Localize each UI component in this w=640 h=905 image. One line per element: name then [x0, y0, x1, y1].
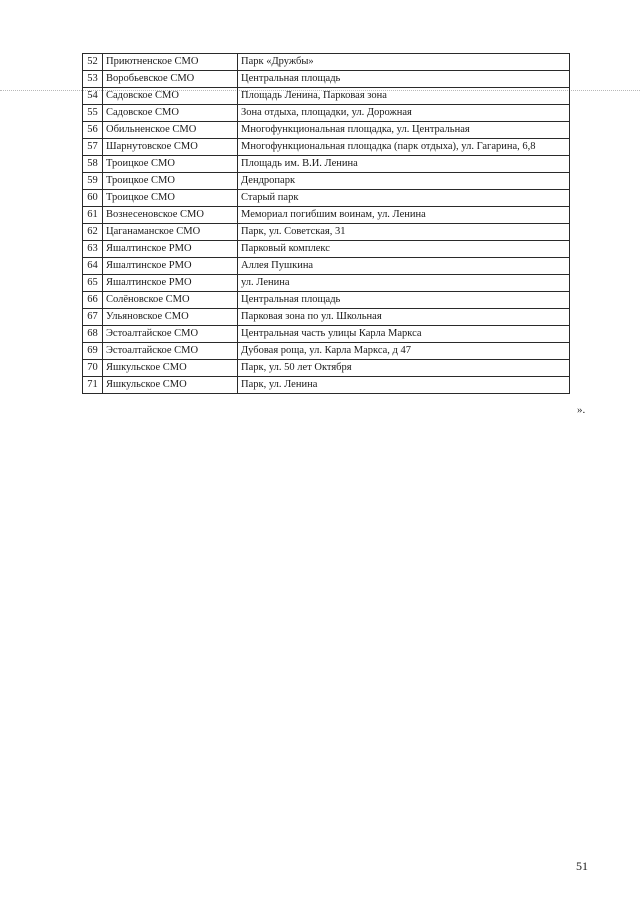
- row-organization: Садовское СМО: [103, 88, 238, 105]
- table-row: [83, 326, 570, 343]
- row-number: 68: [83, 326, 103, 343]
- table-row: [83, 173, 570, 190]
- table-row: [83, 343, 570, 360]
- row-number: 63: [83, 241, 103, 258]
- row-organization: Троицкое СМО: [103, 190, 238, 207]
- row-location: Центральная площадь: [238, 292, 570, 309]
- table-row: [83, 275, 570, 292]
- row-location: Парк, ул. Советская, 31: [238, 224, 570, 241]
- row-organization: Шарнутовское СМО: [103, 139, 238, 156]
- row-location: ул. Ленина: [238, 275, 570, 292]
- row-location: Многофункциональная площадка, ул. Центральная: [238, 122, 570, 139]
- table-row: [83, 105, 570, 122]
- row-organization: Яшкульское СМО: [103, 360, 238, 377]
- row-organization: Воробьевское СМО: [103, 71, 238, 88]
- row-location: Площадь им. В.И. Ленина: [238, 156, 570, 173]
- row-number: 59: [83, 173, 103, 190]
- row-organization: Яшалтинское РМО: [103, 241, 238, 258]
- table-row: [83, 207, 570, 224]
- row-number: 64: [83, 258, 103, 275]
- table-row: [83, 122, 570, 139]
- row-number: 53: [83, 71, 103, 88]
- table-row: [83, 54, 570, 71]
- row-location: Парк «Дружбы»: [238, 54, 570, 71]
- table-row: [83, 377, 570, 394]
- row-number: 55: [83, 105, 103, 122]
- table-row: [83, 258, 570, 275]
- row-location: Площадь Ленина, Парковая зона: [238, 88, 570, 105]
- row-number: 60: [83, 190, 103, 207]
- row-location: Аллея Пушкина: [238, 258, 570, 275]
- row-number: 52: [83, 54, 103, 71]
- table-row: [83, 292, 570, 309]
- table-row: [83, 139, 570, 156]
- row-number: 57: [83, 139, 103, 156]
- table-row: [83, 71, 570, 88]
- row-organization: Цаганаманское СМО: [103, 224, 238, 241]
- row-organization: Садовское СМО: [103, 105, 238, 122]
- row-location: Парковый комплекс: [238, 241, 570, 258]
- table-row: [83, 309, 570, 326]
- locations-table: [82, 53, 570, 394]
- row-number: 67: [83, 309, 103, 326]
- row-number: 62: [83, 224, 103, 241]
- row-location: Мемориал погибшим воинам, ул. Ленина: [238, 207, 570, 224]
- table-row: [83, 190, 570, 207]
- row-location: Дендропарк: [238, 173, 570, 190]
- row-organization: Обильненское СМО: [103, 122, 238, 139]
- row-location: Парковая зона по ул. Школьная: [238, 309, 570, 326]
- row-number: 58: [83, 156, 103, 173]
- row-location: Парк, ул. 50 лет Октября: [238, 360, 570, 377]
- row-number: 66: [83, 292, 103, 309]
- row-organization: Яшкульское СМО: [103, 377, 238, 394]
- row-organization: Троицкое СМО: [103, 173, 238, 190]
- table-row: [83, 88, 570, 105]
- row-organization: Эстоалтайское СМО: [103, 326, 238, 343]
- row-number: 61: [83, 207, 103, 224]
- row-number: 69: [83, 343, 103, 360]
- row-location: Дубовая роща, ул. Карла Маркса, д 47: [238, 343, 570, 360]
- table-row: [83, 360, 570, 377]
- row-location: Зона отдыха, площадки, ул. Дорожная: [238, 105, 570, 122]
- row-organization: Вознесеновское СМО: [103, 207, 238, 224]
- row-number: 54: [83, 88, 103, 105]
- table-row: [83, 224, 570, 241]
- row-location: Центральная часть улицы Карла Маркса: [238, 326, 570, 343]
- table-row: [83, 156, 570, 173]
- row-organization: Троицкое СМО: [103, 156, 238, 173]
- locations-table-body: [83, 54, 570, 394]
- table-row: [83, 241, 570, 258]
- row-number: 71: [83, 377, 103, 394]
- closing-quote-mark: ».: [577, 404, 586, 416]
- row-organization: Яшалтинское РМО: [103, 275, 238, 292]
- row-location: Парк, ул. Ленина: [238, 377, 570, 394]
- row-location: Многофункциональная площадка (парк отдыха), ул. Гагарина, 6,8: [238, 139, 570, 156]
- row-number: 65: [83, 275, 103, 292]
- page-number: 51: [576, 859, 588, 873]
- row-organization: Приютненское СМО: [103, 54, 238, 71]
- row-organization: Эстоалтайское СМО: [103, 343, 238, 360]
- row-number: 70: [83, 360, 103, 377]
- row-location: Центральная площадь: [238, 71, 570, 88]
- row-location: Старый парк: [238, 190, 570, 207]
- row-organization: Яшалтинское РМО: [103, 258, 238, 275]
- row-organization: Солёновское СМО: [103, 292, 238, 309]
- row-number: 56: [83, 122, 103, 139]
- row-organization: Ульяновское СМО: [103, 309, 238, 326]
